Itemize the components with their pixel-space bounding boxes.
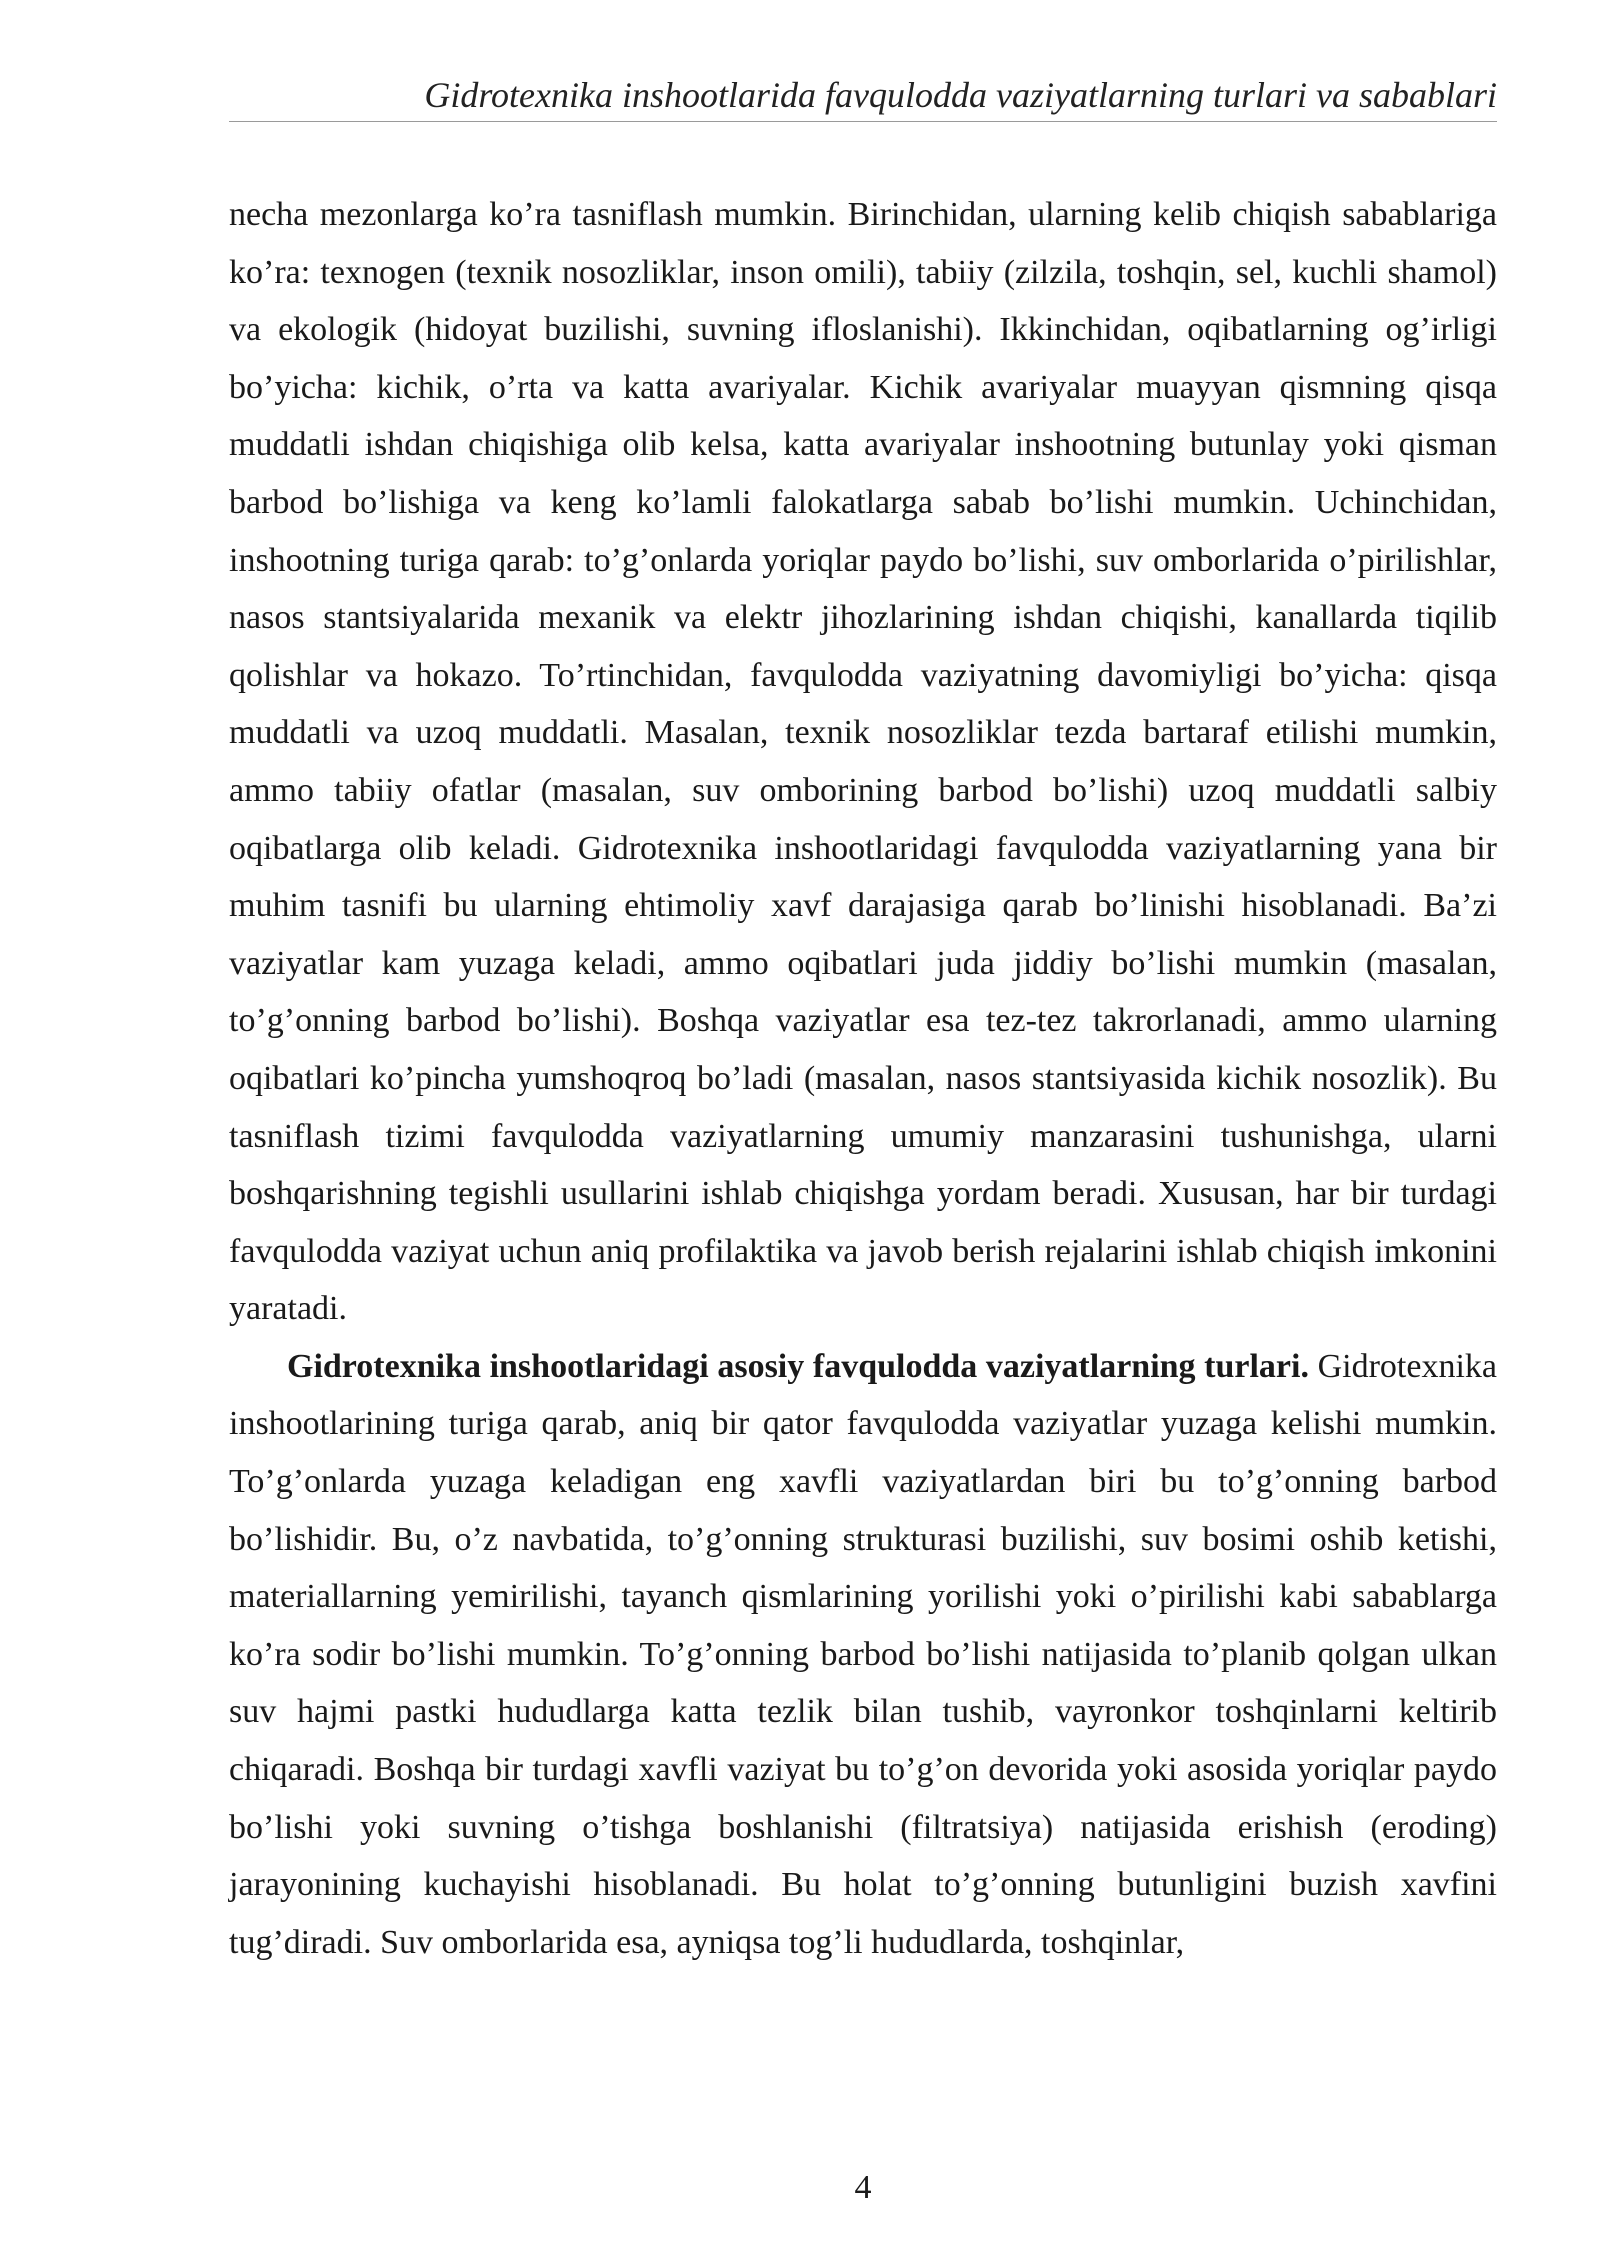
paragraph-section — [229, 1338, 1497, 1972]
running-header: Gidrotexnika inshootlarida favqulodda vaziyatlarning turlari va sabablari — [424, 75, 1497, 115]
paragraph-continued: necha mezonlarga ko’ra tasniflash mumkin. Birinchidan, ularning kelib chiqish sabablariga ko’ra: texnogen (texnik nosozliklar, inson omili), tabiiy (zilzila, toshqin, sel, kuchli shamol) va ekologik (hidoyat buzilishi, suvning ifloslanishi). Ikkinchidan, oqibatlarning og’irligi bo’yicha: kichik, o’rta va katta avariyalar. Kichik avariyalar muayyan qismning qisqa muddatli ishdan chiqishiga olib kelsa, katta avariyalar inshootning butunlay yoki qisman barbod bo’lishiga va keng ko’lamli falokatlarga sabab bo’lishi mumkin. Uchinchidan, inshootning turiga qarab: to’g’onlarda yoriqlar paydo bo’lishi, suv omborlarida o’pirilishlar, nasos stantsiyalarida mexanik va elektr jihozlarining ishdan chiqishi, kanallarda tiqilib qolishlar va hokazo. To’rtinchidan, favqulodda vaziyatning davomiyligi bo’yicha: qisqa muddatli va uzoq muddatli. Masalan, texnik nosozliklar tezda bartaraf etilishi mumkin, ammo tabiiy ofatlar (masalan, suv omborining barbod bo’lishi) uzoq muddatli salbiy oqibatlarga olib keladi. Gidrotexnika inshootlaridagi favqulodda vaziyatlarning yana bir muhim tasnifi bu ularning ehtimoliy xavf darajasiga qarab bo’linishi hisoblanadi. Ba’zi vaziyatlar kam yuzaga keladi, ammo oqibatlari juda jiddiy bo’lishi mumkin (masalan, to’g’onning barbod bo’lishi). Boshqa vaziyatlar esa tez-tez takrorlanadi, ammo ularning oqibatlari ko’pincha yumshoqroq bo’ladi (masalan, nasos stantsiyasida kichik nosozlik). Bu tasniflash tizimi favqulodda vaziyatlarning umumiy manzarasini tushunishga, ularni boshqarishning tegishli usullarini ishlab chiqishga yordam beradi. Xususan, har bir turdagi favqulodda vaziyat uchun aniq profilaktika va javob berish rejalarini ishlab chiqish imkonini yaratadi. — [229, 196, 1497, 1328]
document-page — [229, 0, 1497, 2262]
body-text — [229, 186, 1497, 1971]
page-number: 4 — [854, 2169, 872, 2206]
header-rule — [229, 121, 1497, 122]
section-heading: Gidrotexnika inshootlaridagi asosiy favqulodda vaziyatlarning turlari. — [287, 1347, 1309, 1385]
section-paragraph-text: Gidrotexnika inshootlarining turiga qarab, aniq bir qator favqulodda vaziyatlar yuzaga kelishi mumkin. To’g’onlarda yuzaga keladigan eng xavfli vaziyatlardan biri bu to’g’onning barbod bo’lishidir. Bu, o’z navbatida, to’g’onning strukturasi buzilishi, suv bosimi oshib ketishi, materiallarning yemirilishi, tayanch qismlarining yorilishi yoki o’pirilishi kabi sabablarga ko’ra sodir bo’lishi mumkin. To’g’onning barbod bo’lishi natijasida to’planib qolgan ulkan suv hajmi pastki hududlarga katta tezlik bilan tushib, vayronkor toshqinlarni keltirib chiqaradi. Boshqa bir turdagi xavfli vaziyat bu to’g’on devorida yoki asosida yoriqlar paydo bo’lishi yoki suvning o’tishga boshlanishi (filtratsiya) natijasida erishish (eroding) jarayonining kuchayishi hisoblanadi. Bu holat to’g’onning butunligini buzish xavfini tug’diradi. Suv omborlarida esa, ayniqsa tog’li hududlarda, toshqinlar, — [229, 1347, 1497, 1961]
